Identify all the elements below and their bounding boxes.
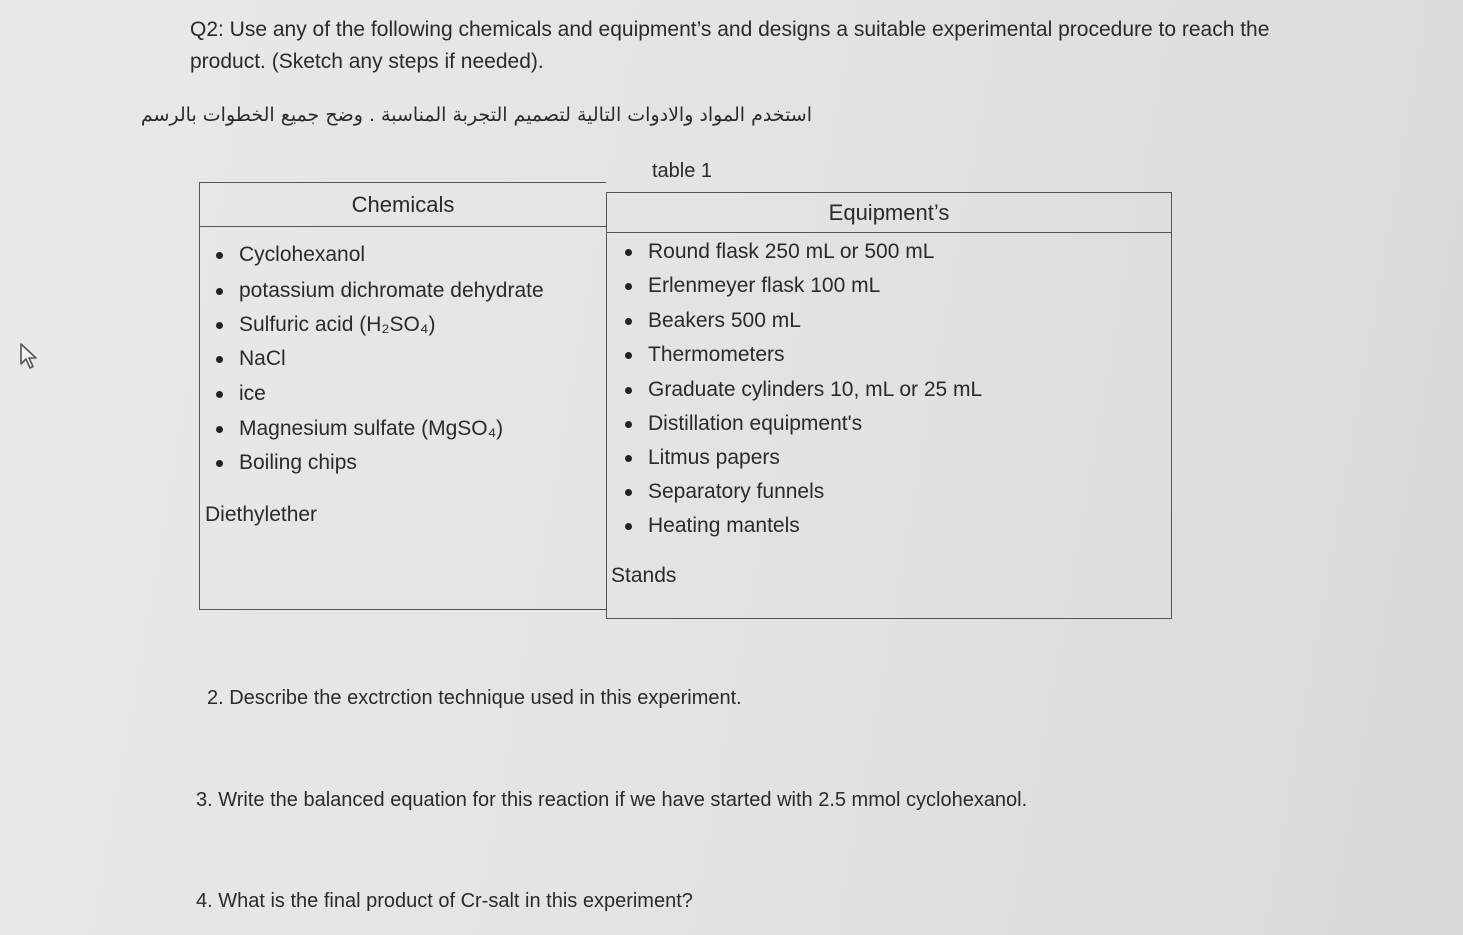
question-title-line1: Q2: Use any of the following chemicals and equipment’s and designs a suitable experimental procedure to reach the — [190, 18, 1270, 41]
bullet-icon — [625, 352, 632, 359]
equipment-item: Distillation equipment's — [648, 412, 863, 435]
equipment-item: Erlenmeyer flask 100 mL — [648, 274, 881, 297]
bullet-icon — [625, 249, 632, 256]
chemicals-column — [199, 182, 606, 610]
chemical-item: Cyclohexanol — [239, 243, 366, 266]
bullet-icon — [216, 288, 223, 295]
question-3: 3. Write the balanced equation for this reaction if we have started with 2.5 mmol cyclohexanol. — [196, 789, 1028, 811]
equipment-item: Graduate cylinders 10, mL or 25 mL — [648, 378, 983, 401]
equipment-item: Thermometers — [648, 343, 785, 366]
equipment-extra: Stands — [611, 564, 677, 587]
bullet-icon — [625, 455, 632, 462]
question-title-line2: product. (Sketch any steps if needed). — [190, 50, 544, 73]
chemical-item: potassium dichromate dehydrate — [239, 279, 544, 302]
mouse-pointer-icon — [18, 342, 40, 370]
bullet-icon — [625, 387, 632, 394]
bullet-icon — [625, 489, 632, 496]
question-2: 2. Describe the exctrction technique used in this experiment. — [207, 687, 742, 709]
chemical-item: ice — [239, 382, 266, 405]
chemical-item: Sulfuric acid (H₂SO₄) — [239, 313, 436, 336]
equipment-item: Litmus papers — [648, 446, 780, 469]
chemical-extra: Diethylether — [205, 503, 318, 526]
bullet-icon — [216, 391, 223, 398]
table-caption: table 1 — [652, 160, 713, 182]
equipment-header: Equipment’s — [607, 193, 1171, 233]
equipment-column — [606, 192, 1172, 619]
chemical-item: Boiling chips — [239, 451, 357, 474]
bullet-icon — [625, 318, 632, 325]
question-4: 4. What is the final product of Cr-salt in this experiment? — [196, 890, 693, 912]
bullet-icon — [625, 283, 632, 290]
bullet-icon — [216, 252, 223, 259]
bullet-icon — [216, 460, 223, 467]
equipment-item: Separatory funnels — [648, 480, 825, 503]
arabic-instruction: استخدم المواد والادوات التالية لتصميم التجربة المناسبة . وضح جميع الخطوات بالرسم — [140, 104, 812, 126]
chemicals-header: Chemicals — [200, 183, 606, 227]
bullet-icon — [216, 322, 223, 329]
equipment-item: Beakers 500 mL — [648, 309, 801, 332]
bullet-icon — [216, 356, 223, 363]
equipment-item: Heating mantels — [648, 514, 800, 537]
equipment-item: Round flask 250 mL or 500 mL — [648, 240, 935, 263]
bullet-icon — [216, 426, 223, 433]
bullet-icon — [625, 421, 632, 428]
chemical-item: Magnesium sulfate (MgSO₄) — [239, 417, 504, 440]
bullet-icon — [625, 523, 632, 530]
chemical-item: NaCl — [239, 347, 286, 370]
